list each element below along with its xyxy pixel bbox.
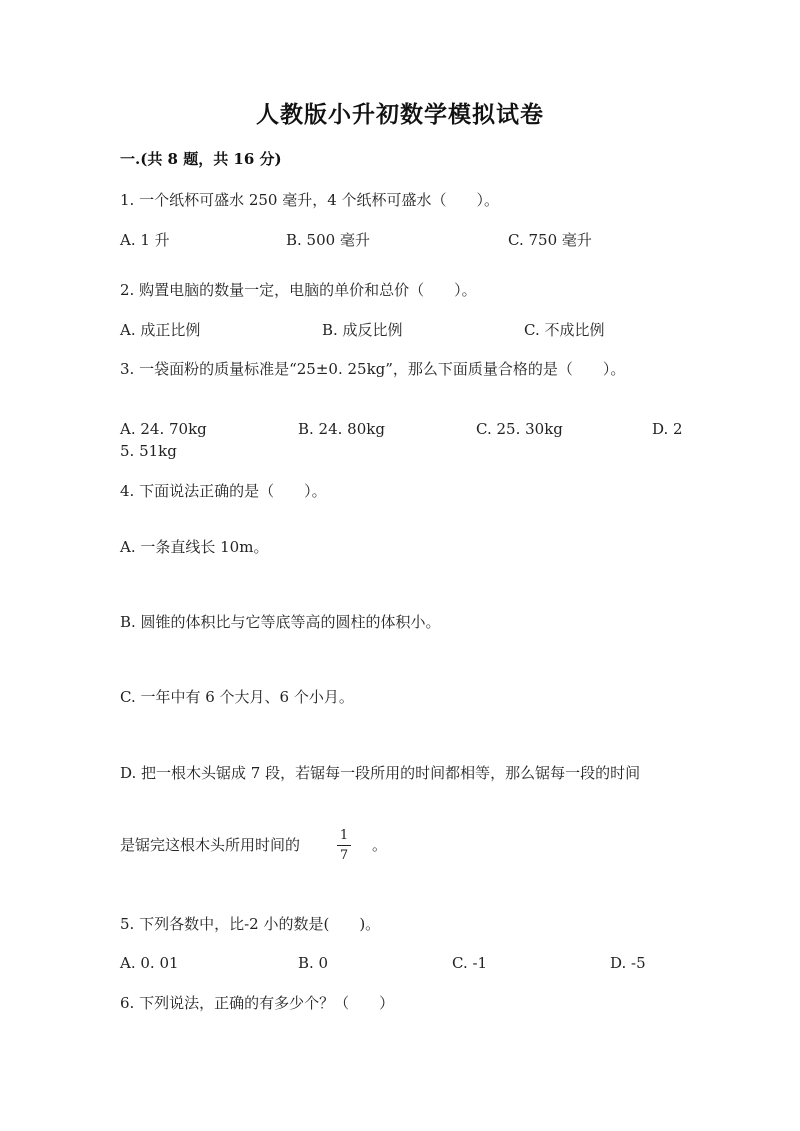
question-5-option-d: D. -5 bbox=[610, 954, 646, 972]
question-2-option-b: B. 成反比例 bbox=[322, 321, 403, 339]
question-5-option-a: A. 0. 01 bbox=[120, 954, 179, 972]
question-4-option-d-end: 。 bbox=[372, 836, 388, 854]
question-4-option-b: B. 圆锥的体积比与它等底等高的圆柱的体积小。 bbox=[120, 613, 441, 631]
question-1-option-c: C. 750 毫升 bbox=[508, 231, 592, 249]
question-4-option-d-line1: D. 把一根木头锯成 7 段，若锯每一段所用的时间都相等，那么锯每一段的时间 bbox=[120, 764, 641, 782]
fraction-denominator: 7 bbox=[339, 848, 349, 863]
question-4-option-a: A. 一条直线长 10m。 bbox=[120, 538, 269, 556]
question-2-option-c: C. 不成比例 bbox=[524, 321, 605, 339]
question-4-stem: 4. 下面说法正确的是（ ）。 bbox=[120, 482, 327, 500]
question-5-stem: 5. 下列各数中，比-2 小的数是( )。 bbox=[120, 915, 381, 933]
fraction-one-seventh bbox=[336, 828, 352, 863]
question-3-option-c: C. 25. 30kg bbox=[476, 420, 563, 438]
fraction-bar bbox=[337, 845, 351, 846]
question-3-option-b: B. 24. 80kg bbox=[298, 420, 385, 438]
question-1-stem: 1. 一个纸杯可盛水 250 毫升，4 个纸杯可盛水（ ）。 bbox=[120, 191, 500, 209]
fraction-numerator: 1 bbox=[339, 828, 349, 843]
question-3-option-d: D. 2 bbox=[652, 420, 683, 438]
question-1-option-b: B. 500 毫升 bbox=[286, 231, 370, 249]
question-3-option-a: A. 24. 70kg bbox=[120, 420, 207, 438]
page-title: 人教版小升初数学模拟试卷 bbox=[256, 101, 544, 128]
question-3-stem: 3. 一袋面粉的质量标准是“25±0. 25kg”，那么下面质量合格的是（ ）。 bbox=[120, 360, 626, 378]
question-6-stem: 6. 下列说法，正确的有多少个？（ ） bbox=[120, 994, 395, 1012]
question-5-option-c: C. -1 bbox=[452, 954, 488, 972]
question-4-option-c: C. 一年中有 6 个大月、6 个小月。 bbox=[120, 688, 354, 706]
question-5-option-b: B. 0 bbox=[298, 954, 329, 972]
question-1-option-a: A. 1 升 bbox=[120, 231, 170, 249]
question-2-stem: 2. 购置电脑的数量一定，电脑的单价和总价（ ）。 bbox=[120, 281, 477, 299]
question-2-option-a: A. 成正比例 bbox=[120, 321, 201, 339]
section-heading: 一.(共 8 题，共 16 分) bbox=[120, 150, 282, 168]
question-4-option-d-line2: 是锯完这根木头所用时间的 bbox=[120, 836, 301, 854]
question-3-option-d-wrap: 5. 51kg bbox=[120, 442, 177, 460]
